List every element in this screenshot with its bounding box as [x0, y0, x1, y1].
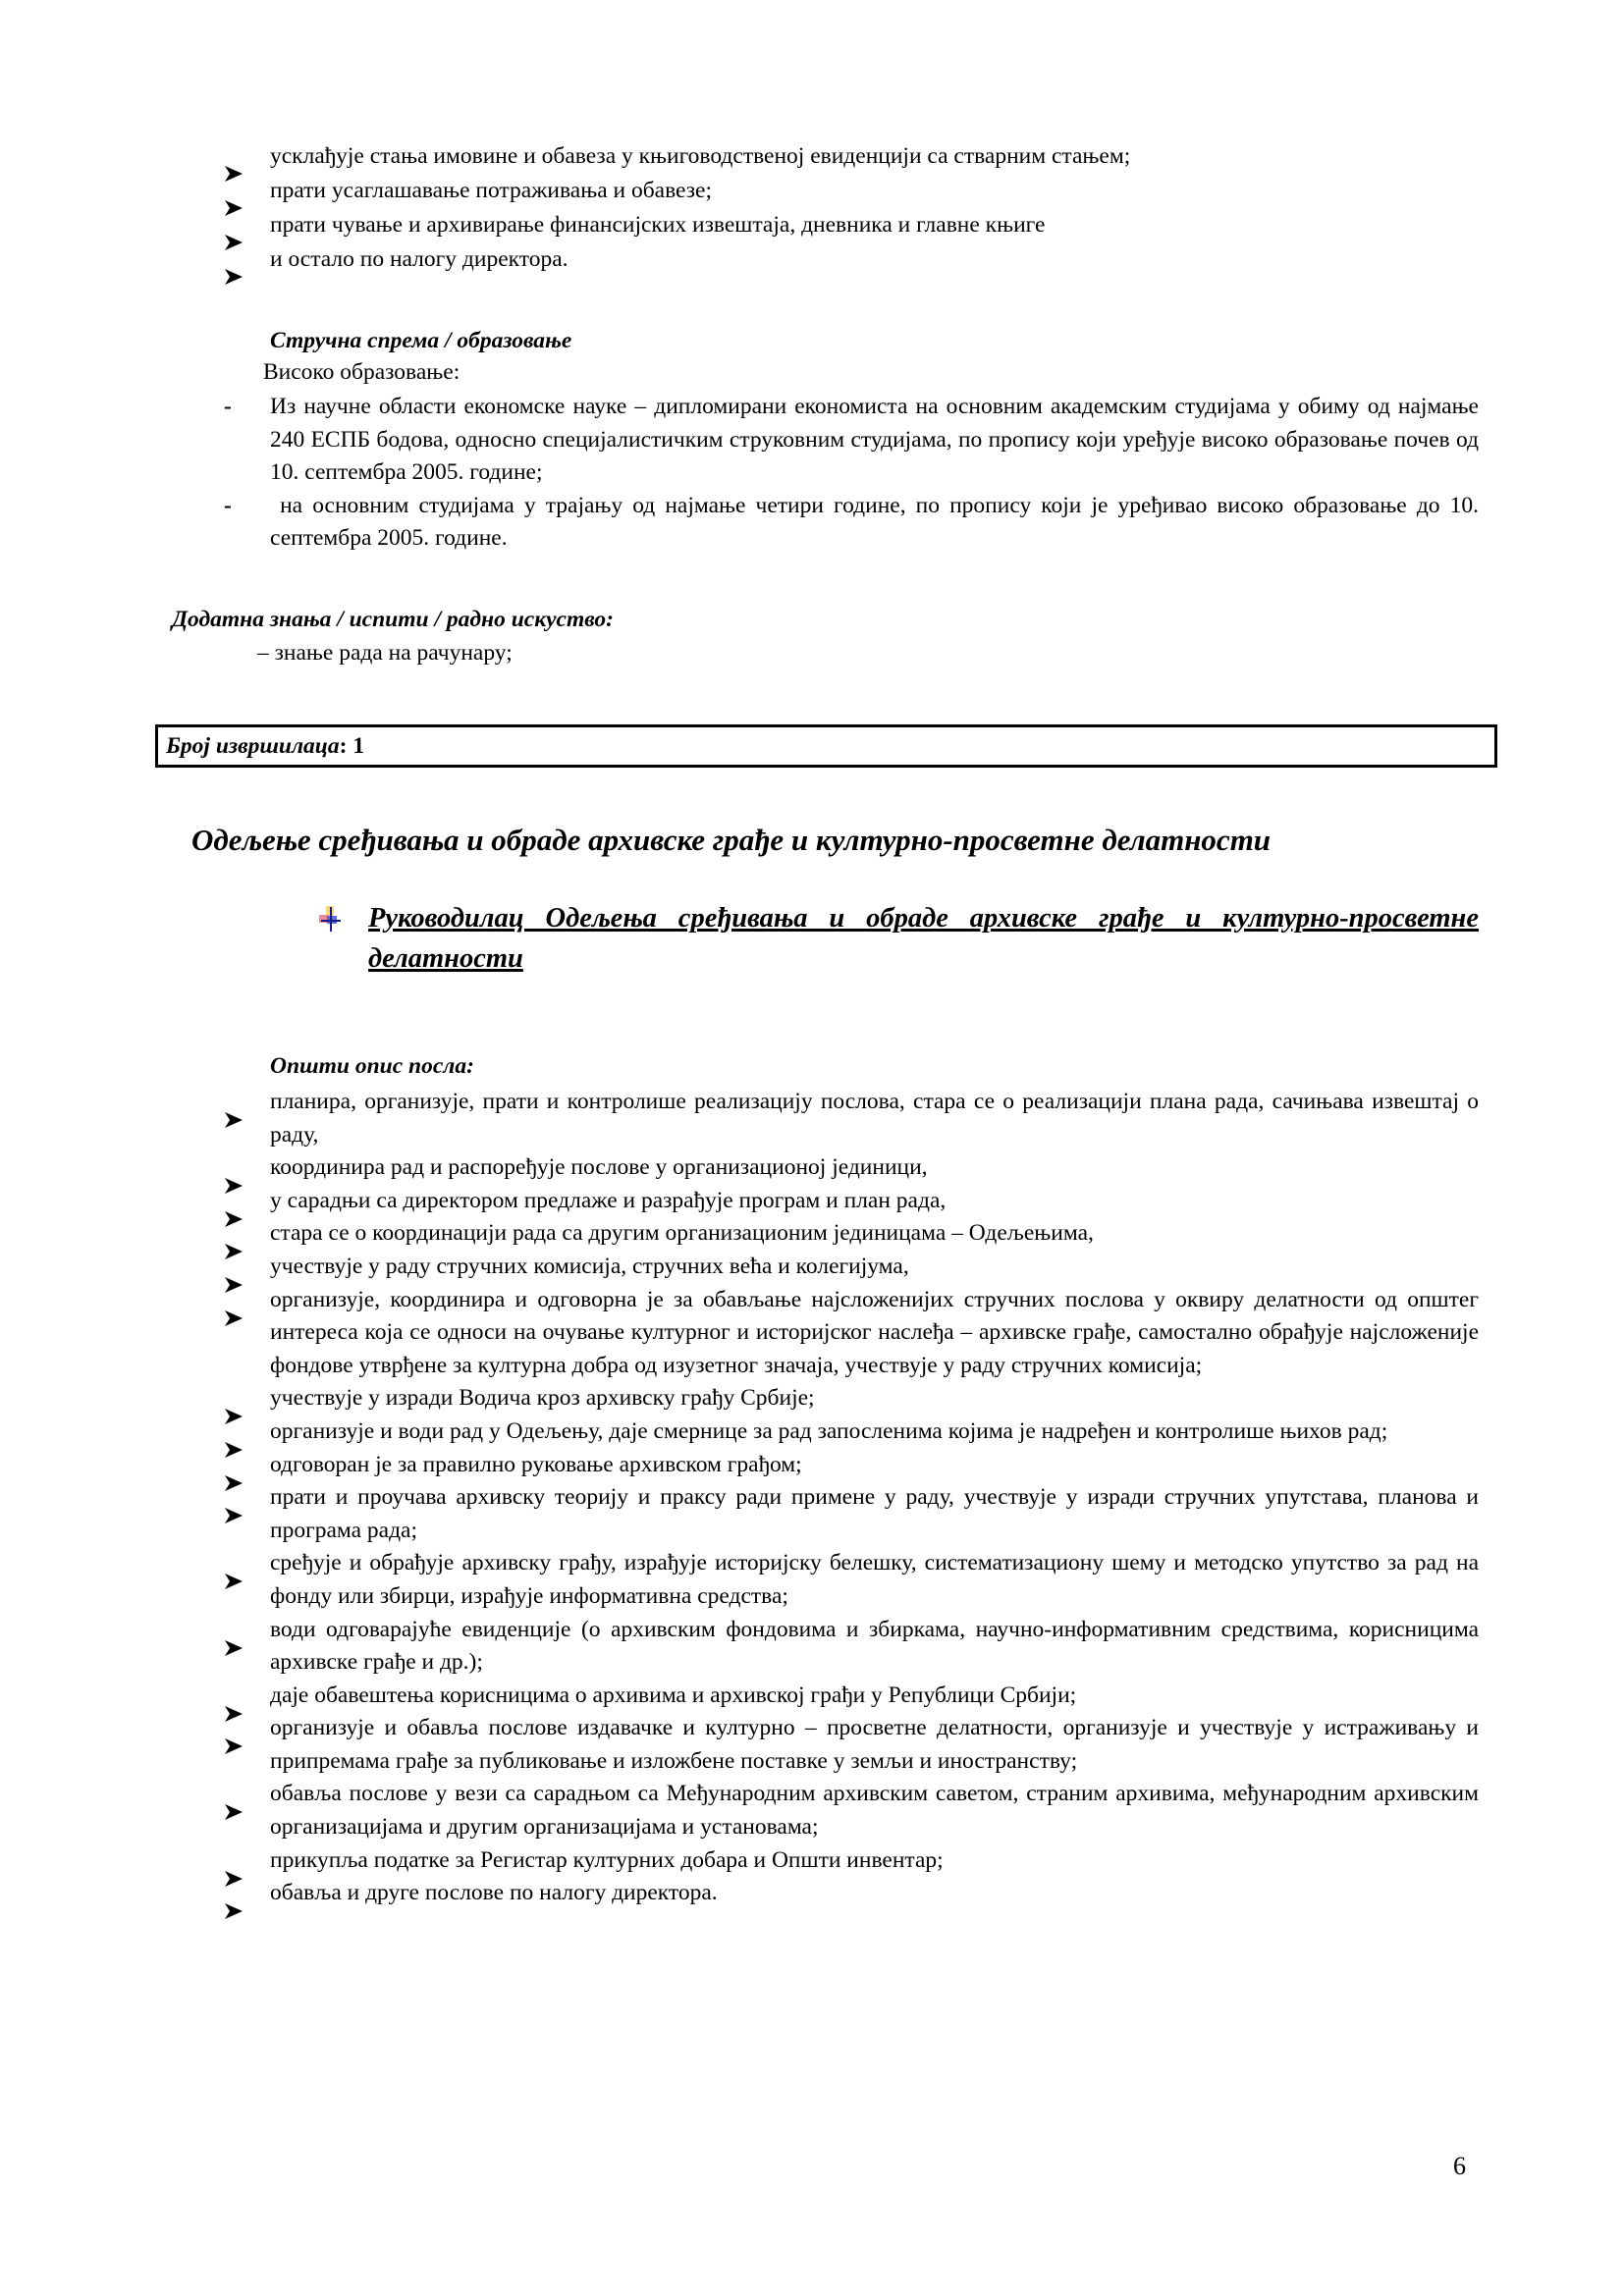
- arrowhead-bullet-icon: [224, 1547, 253, 1580]
- list-item: даје обавештења корисницима о архивима и архивској грађи у Републици Србији;: [0, 1680, 1479, 1713]
- list-item: обавља послове у вези са сарадњом са Међународним архивским саветом, страним архивима, међународним архивским организацијама и другим организацијама и установама;: [0, 1778, 1479, 1843]
- job-title: Руководилац Одељења сређивања и обраде архивске грађе и културно-просветне делатности: [368, 903, 1479, 974]
- list-item: стара се о координацији рада са другим организационим јединицама – Одељењима,: [0, 1217, 1479, 1251]
- arrowhead-bullet-icon: [224, 208, 253, 241]
- list-item: организује и обавља послове издавачке и културно – просветне делатности, организује и учествује у истраживању и припремама грађе за публиковање и изложбене поставке у земљи и иностранству;: [0, 1712, 1479, 1778]
- arrowhead-bullet-icon: [224, 1086, 253, 1119]
- qualification-heading: Стручна спрема / образовање: [270, 328, 572, 353]
- arrowhead-bullet-icon: [224, 1712, 253, 1745]
- list-item: - на основним студијама у трајању од најмање четири године, по пропису који је уређивао високо образовање до 10. септембра 2005. године.: [0, 490, 1479, 556]
- list-item: организује и води рад у Одељењу, даје смернице за рад запосленима којима је надређен и контролише њихов рад;: [0, 1415, 1479, 1449]
- list-item: у сарадњи са директором предлаже и разрађује програм и план рада,: [0, 1185, 1479, 1218]
- headcount-separator: :: [339, 733, 353, 759]
- list-item: прати усаглашавање потраживања и обавезе;: [0, 174, 1479, 208]
- list-item: води одговарајуће евиденције (о архивским фондовима и збиркама, научно-информативним средствима, корисницима архивске грађе и др.);: [0, 1614, 1479, 1680]
- list-item: учествује у изради Водича кроз архивску грађу Србије;: [0, 1382, 1479, 1415]
- arrowhead-bullet-icon: [224, 1481, 253, 1515]
- arrowhead-bullet-icon: [224, 1415, 253, 1449]
- arrowhead-bullet-icon: [224, 1877, 253, 1910]
- list-item: прати и проучава архивску теорију и праксу ради примене у раду, учествује у изради стручних упутстава, планова и програма рада;: [0, 1481, 1479, 1547]
- top-duties-list: [0, 139, 1624, 277]
- arrowhead-bullet-icon: [224, 1778, 253, 1811]
- description-heading: Општи опис посла:: [270, 1053, 474, 1079]
- list-item: - Из научне области економске науке – дипломирани економиста на основним академским студијама у обиму од најмање 240 ЕСПБ бодова, односно специјалистичким струковним студијама, по пропису који уређује високо образовање почев од 10. септембра 2005. године;: [0, 391, 1479, 490]
- arrowhead-bullet-icon: [224, 1251, 253, 1284]
- arrowhead-bullet-icon: [224, 1844, 253, 1878]
- duties-list: [0, 1086, 1624, 1910]
- dash-bullet: -: [224, 492, 232, 518]
- additional-item: – знање рада на рачунару;: [257, 640, 513, 666]
- arrowhead-bullet-icon: [224, 1185, 253, 1218]
- qualification-level: Високо образовање:: [263, 359, 460, 385]
- list-item: сређује и обрађује архивску грађу, израђује историјску белешку, систематизациону шему и методско упутство за рад на фонду или збирци, израђује информативна средства;: [0, 1547, 1479, 1613]
- arrowhead-bullet-icon: [224, 1614, 253, 1647]
- arrowhead-bullet-icon: [224, 1382, 253, 1415]
- additional-heading: Додатна знања / испити / радно искуство:: [172, 607, 615, 632]
- headcount-box: [155, 724, 1497, 768]
- arrowhead-bullet-icon: [224, 1284, 253, 1317]
- list-item: координира рад и распоређује послове у организационој јединици,: [0, 1151, 1479, 1185]
- page-number: 6: [1453, 2152, 1466, 2180]
- arrowhead-bullet-icon: [224, 139, 253, 173]
- section-title: Одељење сређивања и обраде архивске грађе и културно-просветне делатности: [191, 823, 1272, 857]
- arrowhead-bullet-icon: [224, 174, 253, 207]
- crosshair-pin-icon: [317, 905, 345, 933]
- dash-bullet: -: [224, 394, 232, 419]
- list-item: и остало по налогу директора.: [0, 242, 1479, 277]
- headcount-label: Број извршилаца: [166, 733, 340, 759]
- arrowhead-bullet-icon: [224, 1217, 253, 1251]
- arrowhead-bullet-icon: [224, 242, 253, 276]
- headcount-value: 1: [352, 733, 365, 759]
- arrowhead-bullet-icon: [224, 1151, 253, 1185]
- list-item: учествује у раду стручних комисија, стручних већа и колегијума,: [0, 1251, 1479, 1284]
- list-item: одговоран је за правилно руковање архивском грађом;: [0, 1449, 1479, 1482]
- arrowhead-bullet-icon: [224, 1449, 253, 1482]
- list-item: планира, организује, прати и контролише реализацију послова, стара се о реализацији плана рада, сачињава извештај о раду,: [0, 1086, 1479, 1151]
- qualification-list: [0, 391, 1624, 556]
- list-item: усклађује стања имовине и обавеза у књиговодственој евиденцији са стварним стањем;: [0, 139, 1479, 174]
- arrowhead-bullet-icon: [224, 1680, 253, 1713]
- list-item: прати чување и архивирање финансијских извештаја, дневника и главне књиге: [0, 208, 1479, 242]
- list-item: обавља и друге послове по налогу директора.: [0, 1877, 1479, 1910]
- list-item: прикупља податке за Регистар културних добара и Општи инвентар;: [0, 1844, 1479, 1878]
- list-item: организује, координира и одговорна је за обављање најсложенијих стручних послова у оквиру делатности од општег интереса која се односи на очување културног и историјског наслеђа – архивске грађе, самостално обрађује најсложеније фондове утврђене за културна добра од изузетног значаја, учествује у раду стручних комисија;: [0, 1284, 1479, 1383]
